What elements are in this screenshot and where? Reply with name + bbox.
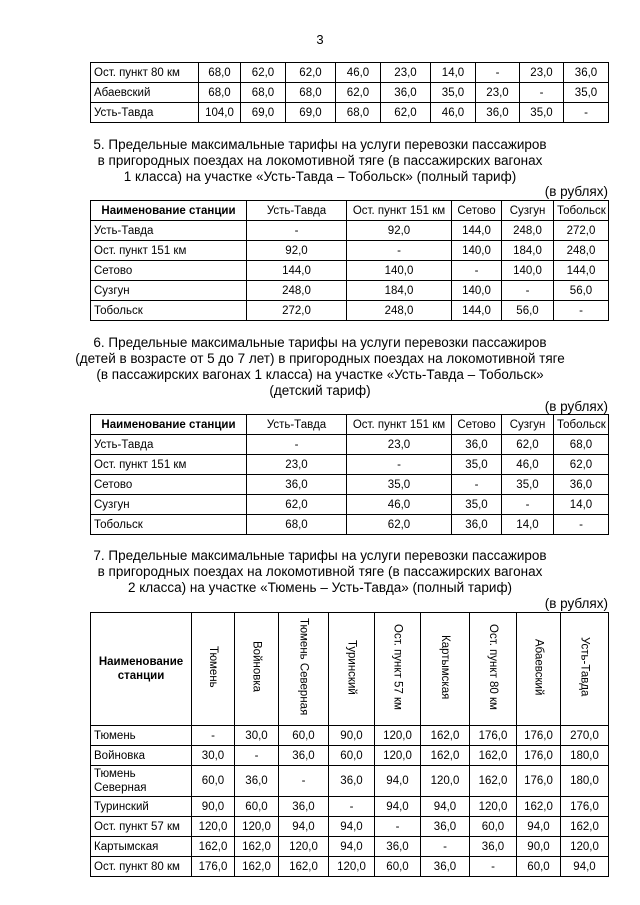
section6-header-cell: Сузгун [502, 415, 554, 435]
section5-row [91, 301, 609, 321]
section7-value-cell: 120,0 [279, 837, 329, 857]
section6-heading-line: (в пассажирских вагонах 1 класса) на участке «Усть-Тавда – Тобольск» [96, 367, 544, 382]
section5-header-cell: Наименование станции [91, 201, 247, 221]
table-top-value-cell: 68,0 [336, 103, 381, 123]
section6-row [91, 475, 609, 495]
section7-value-cell: 162,0 [235, 837, 279, 857]
section5-value-cell: 248,0 [554, 241, 609, 261]
section7-value-cell: 60,0 [192, 766, 235, 797]
section5-value-cell: 144,0 [554, 261, 609, 281]
section7-value-cell: 162,0 [470, 766, 517, 797]
section7-value-cell: - [192, 726, 235, 746]
table-top-value-cell: 62,0 [381, 103, 431, 123]
section6-value-cell: 46,0 [347, 495, 452, 515]
section7-value-cell: 176,0 [517, 726, 561, 746]
table-top-value-cell: - [520, 83, 564, 103]
section7-value-cell: - [329, 797, 375, 817]
table-top-value-cell: 104,0 [199, 103, 241, 123]
section6-unit: (в рублях) [544, 399, 608, 414]
table-top-value-cell: - [564, 103, 609, 123]
section7-value-cell: 36,0 [279, 797, 329, 817]
table-top-value-cell: 35,0 [564, 83, 609, 103]
section7-value-cell: 162,0 [470, 746, 517, 766]
section6-value-cell: - [347, 455, 452, 475]
table-top-value-cell: - [476, 63, 520, 83]
table-top-value-cell: 69,0 [286, 103, 336, 123]
table-top-value-cell: 68,0 [241, 83, 286, 103]
section7-header-cell [235, 613, 279, 726]
section5-unit: (в рублях) [544, 184, 608, 199]
section6-value-cell: 68,0 [554, 435, 609, 455]
section5-station-cell: Тобольск [91, 301, 247, 321]
section7-value-cell: 162,0 [421, 746, 470, 766]
section6-row [91, 455, 609, 475]
table-top-value-cell: 23,0 [381, 63, 431, 83]
table-top-value-cell: 69,0 [241, 103, 286, 123]
section7-value-cell: 36,0 [421, 857, 470, 877]
section7-value-cell: 120,0 [561, 837, 609, 857]
section5-value-cell: 248,0 [347, 301, 452, 321]
section7-value-cell: 94,0 [561, 857, 609, 877]
section6-header-cell: Наименование станции [91, 415, 247, 435]
section6-value-cell: 23,0 [347, 435, 452, 455]
section5-heading [0, 137, 640, 185]
section7-value-cell: 60,0 [517, 857, 561, 877]
section6-station-cell: Сузгун [91, 495, 247, 515]
section7-value-cell: 94,0 [517, 817, 561, 837]
section7-value-cell: 176,0 [561, 797, 609, 817]
section5-value-cell: 56,0 [554, 281, 609, 301]
section7-value-cell: - [279, 766, 329, 797]
section7-value-cell: 36,0 [279, 746, 329, 766]
section6-heading [0, 335, 640, 399]
table-top-value-cell: 36,0 [381, 83, 431, 103]
table-top-value-cell: 36,0 [564, 63, 609, 83]
section5-row [91, 261, 609, 281]
section7-table-body [91, 726, 609, 877]
section6-value-cell: - [247, 435, 347, 455]
section7-header-label: Туринский [345, 639, 358, 695]
section6-station-cell: Сетово [91, 475, 247, 495]
section7-station-cell: Тюмень Северная [91, 766, 192, 797]
section6-value-cell: - [502, 495, 554, 515]
section7-value-cell: 90,0 [517, 837, 561, 857]
section7-value-cell: 180,0 [561, 766, 609, 797]
section7-station-cell: Тюмень [91, 726, 192, 746]
section6-heading-line: 6. Предельные максимальные тарифы на услуги перевозки пассажиров [93, 335, 547, 350]
section7-value-cell: 180,0 [561, 746, 609, 766]
section5-value-cell: 140,0 [452, 241, 502, 261]
section7-header-cell [279, 613, 329, 726]
table-top-continuation [90, 62, 609, 123]
section7-value-cell: 120,0 [375, 746, 421, 766]
section5-value-cell: 140,0 [502, 261, 554, 281]
section7-header-cell [329, 613, 375, 726]
section7-station-cell: Ост. пункт 57 км [91, 817, 192, 837]
section5-value-cell: - [554, 301, 609, 321]
section7-header-label: Тюмень Северная [297, 618, 310, 716]
section7-heading-line: 2 класса) на участке «Тюмень – Усть-Тавда» (полный тариф) [127, 580, 513, 595]
section6-value-cell: - [554, 515, 609, 535]
table-top-value-cell: 68,0 [286, 83, 336, 103]
section5-header-cell: Сетово [452, 201, 502, 221]
section6-header-cell: Усть-Тавда [247, 415, 347, 435]
section5-station-cell: Сетово [91, 261, 247, 281]
section7-header-cell [192, 613, 235, 726]
section7-header-cell [517, 613, 561, 726]
section7-value-cell: 36,0 [421, 817, 470, 837]
section5-value-cell: 144,0 [247, 261, 347, 281]
section6-value-cell: 62,0 [554, 455, 609, 475]
section6-header-row [91, 415, 609, 435]
section6-station-cell: Усть-Тавда [91, 435, 247, 455]
section7-header-station: Наименование станции [91, 613, 192, 726]
section7-header-label: Ост. пункт 80 км [487, 624, 499, 710]
section7-value-cell: 120,0 [375, 726, 421, 746]
section7-heading-line: 7. Предельные максимальные тарифы на услуги перевозки пассажиров [93, 548, 547, 563]
section5-value-cell: 140,0 [452, 281, 502, 301]
section5-value-cell: 92,0 [347, 221, 452, 241]
section7-value-cell: 60,0 [279, 726, 329, 746]
section6-value-cell: - [452, 475, 502, 495]
section5-table [90, 200, 609, 321]
section7-row [91, 766, 609, 797]
section5-row [91, 281, 609, 301]
section5-value-cell: 92,0 [247, 241, 347, 261]
section6-value-cell: 68,0 [247, 515, 347, 535]
table-top-value-cell: 68,0 [199, 83, 241, 103]
section5-value-cell: 272,0 [554, 221, 609, 241]
table-top-value-cell: 62,0 [286, 63, 336, 83]
section6-value-cell: 46,0 [502, 455, 554, 475]
section6-value-cell: 36,0 [452, 435, 502, 455]
section7-value-cell: 94,0 [421, 797, 470, 817]
table-top-value-cell: 68,0 [199, 63, 241, 83]
section7-value-cell: 162,0 [279, 857, 329, 877]
section7-value-cell: 60,0 [329, 746, 375, 766]
section7-heading [0, 548, 640, 596]
section7-header-cell [561, 613, 609, 726]
section7-value-cell: 94,0 [375, 797, 421, 817]
section7-row [91, 746, 609, 766]
section7-header-row [91, 613, 609, 726]
section7-value-cell: 94,0 [329, 817, 375, 837]
section7-value-cell: 176,0 [192, 857, 235, 877]
section6-heading-line: (детский тариф) [269, 383, 371, 398]
section6-station-cell: Ост. пункт 151 км [91, 455, 247, 475]
section7-value-cell: - [375, 817, 421, 837]
section5-row [91, 221, 609, 241]
section7-value-cell: - [470, 857, 517, 877]
section5-value-cell: 248,0 [502, 221, 554, 241]
section7-value-cell: 120,0 [470, 797, 517, 817]
section7-value-cell: 36,0 [375, 837, 421, 857]
section6-value-cell: 62,0 [347, 515, 452, 535]
section7-value-cell: 36,0 [470, 837, 517, 857]
section7-value-cell: 36,0 [235, 766, 279, 797]
section6-heading-line: (детей в возрасте от 5 до 7 лет) в пригородных поездах на локомотивной тяге [75, 351, 565, 366]
section5-row [91, 241, 609, 261]
section7-value-cell: 176,0 [470, 726, 517, 746]
section7-value-cell: 60,0 [470, 817, 517, 837]
section5-value-cell: - [452, 261, 502, 281]
section5-station-cell: Усть-Тавда [91, 221, 247, 241]
table-top-value-cell: 46,0 [431, 103, 476, 123]
section7-table [90, 612, 609, 877]
table-top-station-cell: Абаевский [91, 83, 199, 103]
section7-value-cell: 176,0 [517, 766, 561, 797]
section7-header-label: Усть-Тавда [578, 637, 591, 697]
section6-value-cell: 35,0 [347, 475, 452, 495]
section7-header-cell [421, 613, 470, 726]
section7-header-cell [470, 613, 517, 726]
section5-heading-line: 5. Предельные максимальные тарифы на услуги перевозки пассажиров [93, 137, 547, 152]
section5-value-cell: 144,0 [452, 301, 502, 321]
table-top-value-cell: 36,0 [476, 103, 520, 123]
section5-value-cell: 140,0 [347, 261, 452, 281]
section7-row [91, 857, 609, 877]
section7-heading-line: в пригородных поездах на локомотивной тяге (в пассажирских вагонах [97, 564, 543, 579]
section5-heading-line: 1 класса) на участке «Усть-Тавда – Тобольск» (полный тариф) [123, 169, 517, 184]
section5-heading-line: в пригородных поездах на локомотивной тяге (в пассажирских вагонах [97, 153, 543, 168]
table-top-body [91, 63, 609, 123]
section7-header-label: Войновка [250, 641, 263, 693]
section5-value-cell: - [247, 221, 347, 241]
section7-value-cell: 30,0 [192, 746, 235, 766]
section7-value-cell: 176,0 [517, 746, 561, 766]
section5-value-cell: 272,0 [247, 301, 347, 321]
section5-value-cell: - [347, 241, 452, 261]
section7-header-label: Тюмень [207, 646, 219, 688]
section5-station-cell: Сузгун [91, 281, 247, 301]
page-number: 3 [316, 32, 324, 47]
section7-row [91, 817, 609, 837]
table-top-value-cell: 14,0 [431, 63, 476, 83]
table-top-value-cell: 23,0 [476, 83, 520, 103]
section7-value-cell: 120,0 [235, 817, 279, 837]
table-top-value-cell: 35,0 [431, 83, 476, 103]
section5-table-body [91, 221, 609, 321]
section5-value-cell: 144,0 [452, 221, 502, 241]
section7-value-cell: 162,0 [561, 817, 609, 837]
section6-table [90, 414, 609, 535]
section7-value-cell: 94,0 [329, 837, 375, 857]
table-top-value-cell: 62,0 [241, 63, 286, 83]
section5-value-cell: 248,0 [247, 281, 347, 301]
section5-value-cell: 56,0 [502, 301, 554, 321]
section7-header-label: Ост. пункт 57 км [391, 624, 404, 710]
section7-value-cell: - [235, 746, 279, 766]
section7-value-cell: 36,0 [329, 766, 375, 797]
section6-station-cell: Тобольск [91, 515, 247, 535]
section7-value-cell: 30,0 [235, 726, 279, 746]
table-top-value-cell: 35,0 [520, 103, 564, 123]
section7-value-cell: 162,0 [421, 726, 470, 746]
section7-value-cell: 90,0 [329, 726, 375, 746]
table-top-value-cell: 23,0 [520, 63, 564, 83]
section7-header-label: Картымская [439, 634, 451, 700]
section7-row [91, 726, 609, 746]
section7-value-cell: - [421, 837, 470, 857]
section7-unit: (в рублях) [544, 596, 608, 611]
section7-value-cell: 120,0 [421, 766, 470, 797]
section7-station-cell: Войновка [91, 746, 192, 766]
section6-value-cell: 36,0 [452, 515, 502, 535]
section6-header-cell: Ост. пункт 151 км [347, 415, 452, 435]
section5-header-cell: Ост. пункт 151 км [347, 201, 452, 221]
section7-row [91, 837, 609, 857]
section7-value-cell: 120,0 [192, 817, 235, 837]
section6-value-cell: 62,0 [247, 495, 347, 515]
section7-value-cell: 120,0 [329, 857, 375, 877]
section7-value-cell: 162,0 [517, 797, 561, 817]
section6-value-cell: 14,0 [502, 515, 554, 535]
section6-value-cell: 35,0 [452, 495, 502, 515]
section7-header-label: Абаевский [532, 638, 545, 696]
section6-value-cell: 36,0 [554, 475, 609, 495]
section7-value-cell: 162,0 [235, 857, 279, 877]
table-top-row [91, 63, 609, 83]
section6-value-cell: 35,0 [452, 455, 502, 475]
section5-station-cell: Ост. пункт 151 км [91, 241, 247, 261]
section6-header-cell: Тобольск [554, 415, 609, 435]
section5-value-cell: 184,0 [502, 241, 554, 261]
section7-station-cell: Ост. пункт 80 км [91, 857, 192, 877]
table-top-station-cell: Усть-Тавда [91, 103, 199, 123]
section6-value-cell: 14,0 [554, 495, 609, 515]
table-top-row [91, 83, 609, 103]
table-top-row [91, 103, 609, 123]
section6-row [91, 515, 609, 535]
section6-row [91, 495, 609, 515]
section7-value-cell: 94,0 [375, 766, 421, 797]
section5-value-cell: - [502, 281, 554, 301]
section7-header-cell [375, 613, 421, 726]
section6-row [91, 435, 609, 455]
section7-value-cell: 162,0 [192, 837, 235, 857]
section5-header-row [91, 201, 609, 221]
table-top-value-cell: 62,0 [336, 83, 381, 103]
section7-station-cell: Туринский [91, 797, 192, 817]
section6-header-cell: Сетово [452, 415, 502, 435]
section6-table-body [91, 435, 609, 535]
section6-value-cell: 62,0 [502, 435, 554, 455]
section7-value-cell: 270,0 [561, 726, 609, 746]
section7-station-cell: Картымская [91, 837, 192, 857]
section6-value-cell: 36,0 [247, 475, 347, 495]
section5-header-cell: Сузгун [502, 201, 554, 221]
section7-value-cell: 90,0 [192, 797, 235, 817]
table-top-value-cell: 46,0 [336, 63, 381, 83]
section7-value-cell: 60,0 [235, 797, 279, 817]
section6-value-cell: 35,0 [502, 475, 554, 495]
table-top-station-cell: Ост. пункт 80 км [91, 63, 199, 83]
section5-value-cell: 184,0 [347, 281, 452, 301]
section6-value-cell: 23,0 [247, 455, 347, 475]
section7-row [91, 797, 609, 817]
section5-header-cell: Усть-Тавда [247, 201, 347, 221]
section7-value-cell: 94,0 [279, 817, 329, 837]
section7-value-cell: 60,0 [375, 857, 421, 877]
section5-header-cell: Тобольск [554, 201, 609, 221]
